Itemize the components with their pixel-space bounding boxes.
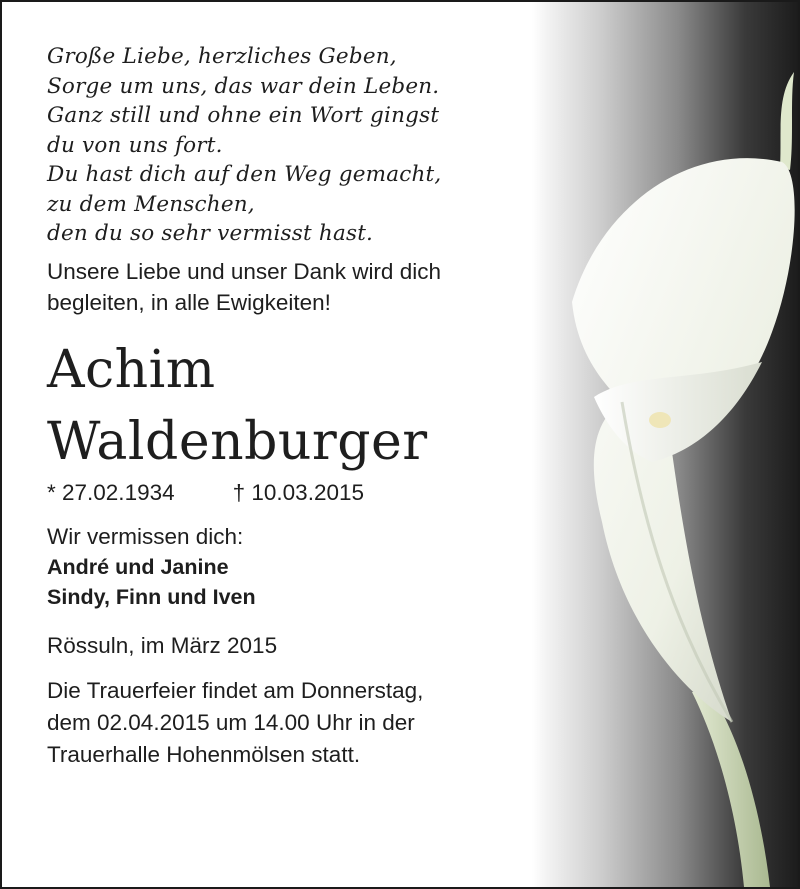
poem-line: den du so sehr vermisst hast. bbox=[47, 221, 374, 246]
funeral-service-info bbox=[47, 675, 537, 771]
petal-tip bbox=[780, 72, 794, 170]
poem-line: Ganz still und ohne ein Wort gingst bbox=[47, 103, 440, 128]
calla-lily-illustration bbox=[532, 2, 798, 887]
service-line: Die Trauerfeier findet am Donnerstag, bbox=[47, 677, 424, 703]
mourners-intro: Wir vermissen dich: bbox=[47, 523, 244, 549]
thanks-line: begleiten, in alle Ewigkeiten! bbox=[47, 289, 331, 315]
notice-text bbox=[47, 42, 537, 771]
mourner-names: André und Janine bbox=[47, 554, 229, 579]
poem-line: Du hast dich auf den Weg gemacht, bbox=[47, 162, 442, 187]
poem-line: Große Liebe, herzliches Geben, bbox=[47, 44, 397, 69]
first-name: Achim bbox=[47, 339, 216, 400]
place-date: Rössuln, im März 2015 bbox=[47, 632, 278, 658]
flower-spadix bbox=[649, 412, 671, 428]
thanks-text bbox=[47, 256, 537, 318]
poem-line: du von uns fort. bbox=[47, 132, 223, 158]
calla-lily-image bbox=[532, 2, 798, 887]
service-line: dem 02.04.2015 um 14.00 Uhr in der bbox=[47, 709, 415, 735]
deceased-name bbox=[47, 334, 537, 478]
death-date: † 10.03.2015 bbox=[232, 479, 364, 505]
poem-line: zu dem Menschen, bbox=[47, 191, 255, 217]
mourners-block bbox=[47, 522, 537, 612]
service-line: Trauerhalle Hohenmölsen statt. bbox=[47, 741, 361, 767]
last-name: Waldenburger bbox=[47, 411, 428, 472]
thanks-line: Unsere Liebe und unser Dank wird dich bbox=[47, 258, 441, 284]
poem-line: Sorge um uns, das war dein Leben. bbox=[47, 73, 440, 99]
birth-date: * 27.02.1934 bbox=[47, 479, 175, 505]
life-dates bbox=[47, 478, 537, 508]
mourner-names: Sindy, Finn und Iven bbox=[47, 584, 256, 609]
memorial-poem bbox=[47, 42, 537, 249]
